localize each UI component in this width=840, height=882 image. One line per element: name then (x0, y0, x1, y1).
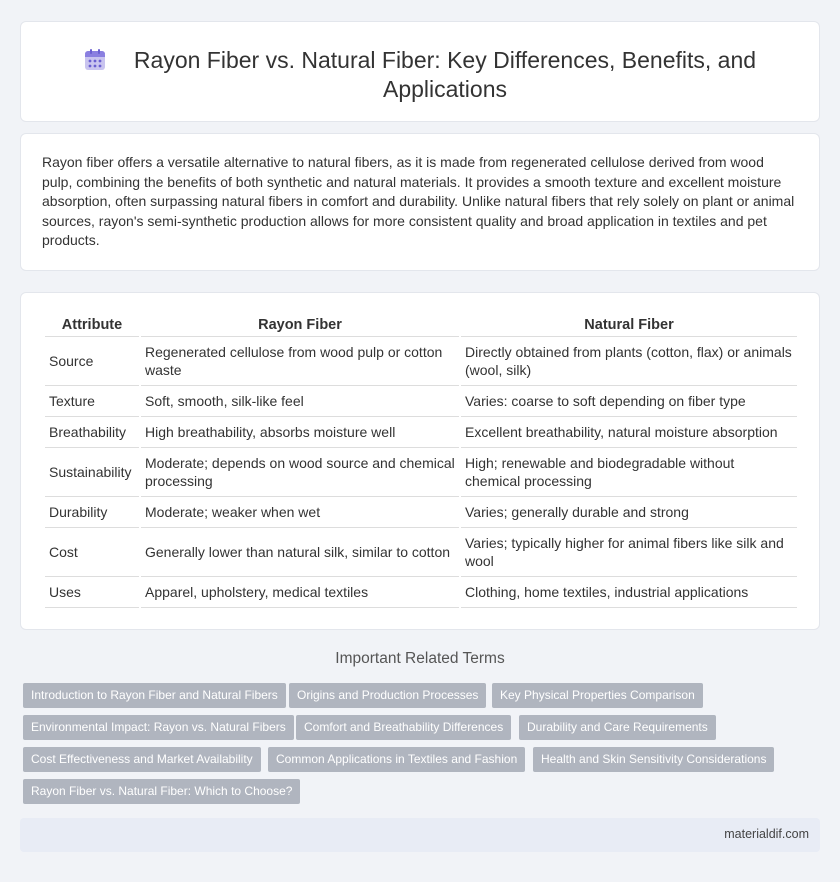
table-row (45, 337, 797, 386)
table-cell: Generally lower than natural silk, similar to cotton (141, 528, 459, 577)
related-term-tag[interactable]: Durability and Care Requirements (519, 715, 716, 740)
related-term-tag[interactable]: Introduction to Rayon Fiber and Natural Fibers (23, 683, 286, 708)
table-cell: High; renewable and biodegradable without chemical processing (461, 448, 797, 497)
related-term-tag[interactable]: Origins and Production Processes (289, 683, 486, 708)
related-term-tag[interactable]: Health and Skin Sensitivity Considerations (533, 747, 774, 772)
table-row (45, 448, 797, 497)
table-cell: Varies; typically higher for animal fibers like silk and wool (461, 528, 797, 577)
page-title-text: Rayon Fiber vs. Natural Fiber: Key Differences, Benefits, and Applications (133, 47, 757, 102)
table-cell: Breathability (45, 417, 139, 448)
table-row (45, 577, 797, 608)
related-term-tag[interactable]: Cost Effectiveness and Market Availability (23, 747, 261, 772)
table-cell: Clothing, home textiles, industrial applications (461, 577, 797, 608)
table-header-row (45, 313, 797, 337)
intro-card (20, 133, 820, 271)
comparison-table (43, 313, 799, 608)
table-cell: Varies; generally durable and strong (461, 497, 797, 528)
table-cell: Soft, smooth, silk-like feel (141, 386, 459, 417)
related-term-tag[interactable]: Key Physical Properties Comparison (492, 683, 703, 708)
table-cell: Texture (45, 386, 139, 417)
table-cell: Uses (45, 577, 139, 608)
related-term-tag[interactable]: Common Applications in Textiles and Fashion (268, 747, 525, 772)
table-cell: Source (45, 337, 139, 386)
table-cell: Cost (45, 528, 139, 577)
footer-site-link[interactable]: materialdif.com (724, 827, 809, 841)
table-cell: High breathability, absorbs moisture well (141, 417, 459, 448)
table-cell: Durability (45, 497, 139, 528)
related-term-tag[interactable]: Rayon Fiber vs. Natural Fiber: Which to Choose? (23, 779, 300, 804)
page-title (21, 46, 819, 104)
table-cell: Moderate; depends on wood source and chemical processing (141, 448, 459, 497)
column-header: Attribute (45, 313, 139, 337)
table-row (45, 417, 797, 448)
table-row (45, 386, 797, 417)
intro-paragraph: Rayon fiber offers a versatile alternative to natural fibers, as it is made from regenerated cellulose derived from wood pulp, combining the benefits of both synthetic and natural materials. It provides a smooth texture and excellent moisture absorption, often surpassing natural fibers in comfort and durability. Unlike natural fibers that rely solely on plant or animal sources, rayon's semi-synthetic production allows for more consistent quality and broad application in textiles and pet products. (42, 154, 795, 248)
table-cell: Directly obtained from plants (cotton, flax) or animals (wool, silk) (461, 337, 797, 386)
table-row (45, 497, 797, 528)
column-header: Natural Fiber (461, 313, 797, 337)
header-card (20, 21, 820, 122)
table-cell: Varies: coarse to soft depending on fiber type (461, 386, 797, 417)
table-cell: Moderate; weaker when wet (141, 497, 459, 528)
comparison-table-card (20, 292, 820, 630)
related-term-tag[interactable]: Environmental Impact: Rayon vs. Natural Fibers (23, 715, 294, 740)
table-cell: Regenerated cellulose from wood pulp or cotton waste (141, 337, 459, 386)
related-term-tag[interactable]: Comfort and Breathability Differences (296, 715, 511, 740)
table-row (45, 528, 797, 577)
table-cell: Apparel, upholstery, medical textiles (141, 577, 459, 608)
table-cell: Excellent breathability, natural moisture absorption (461, 417, 797, 448)
related-terms-heading: Important Related Terms (335, 650, 505, 667)
footer (20, 818, 820, 852)
table-cell: Sustainability (45, 448, 139, 497)
column-header: Rayon Fiber (141, 313, 459, 337)
